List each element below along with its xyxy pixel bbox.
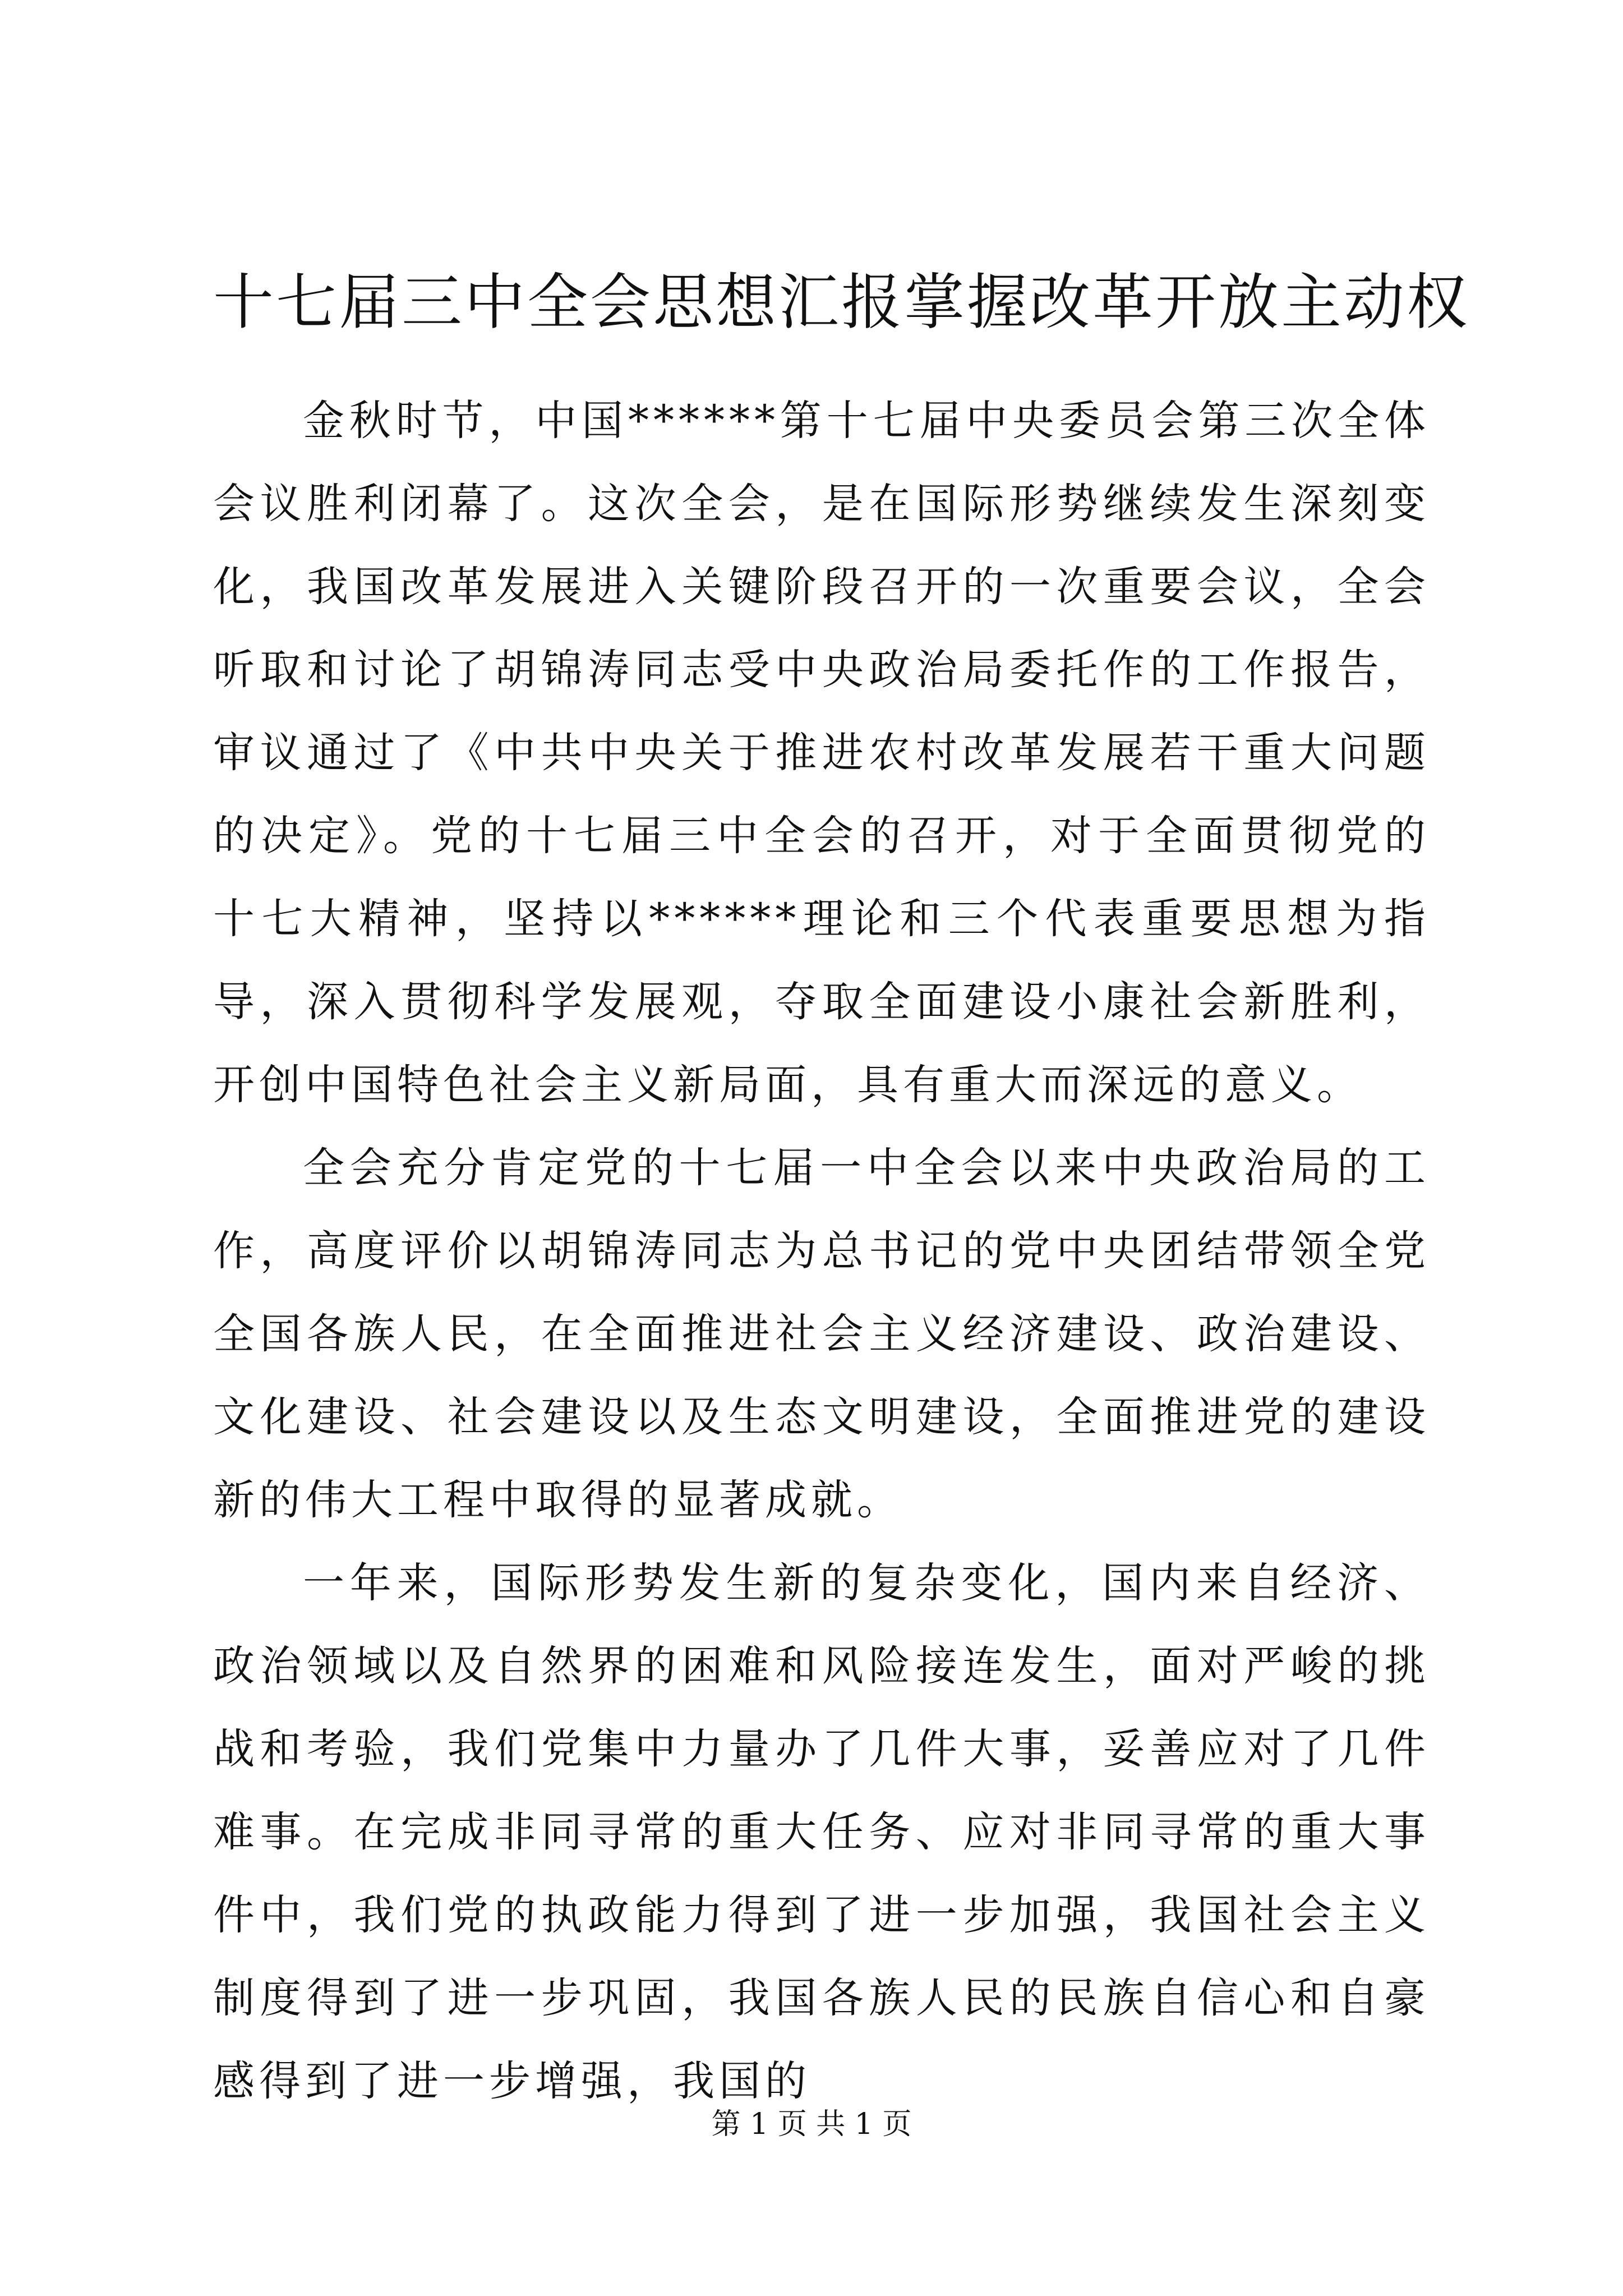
paragraph-1: 金秋时节，中国******第十七届中央委员会第三次全体会议胜利闭幕了。这次全会，是在国际形势继续发生深刻变化，我国改革发展进入关键阶段召开的一次重要会议，全会听取和讨论了胡锦涛同志受中央政治局委托作的工作报告，审议通过了《中共中央关于推进农村改革发展若干重大问题的决定》。党的十七届三中全会的召开，对于全面贯彻党的十七大精神，坚持以******理论和三个代表重要思想为指导，深入贯彻科学发展观，夺取全面建设小康社会新胜利，开创中国特色社会主义新局面，具有重大而深远的意义。 — [213, 397, 1430, 1109]
page-footer — [0, 2105, 1623, 2144]
page-number-label: 第 1 页 共 1 页 — [711, 2108, 912, 2141]
paragraph-3: 一年来，国际形势发生新的复杂变化，国内来自经济、政治领域以及自然界的困难和风险接连发生，面对严峻的挑战和考验，我们党集中力量办了几件大事，妥善应对了几件难事。在完成非同寻常的重大任务、应对非同寻常的重大事件中，我们党的执政能力得到了进一步加强，我国社会主义制度得到了进一步巩固，我国各族人民的民族自信心和自豪感得到了进一步增强，我国的 — [213, 1559, 1430, 2105]
paragraph-2: 全会充分肯定党的十七届一中全会以来中央政治局的工作，高度评价以胡锦涛同志为总书记的党中央团结带领全党全国各族人民，在全面推进社会主义经济建设、政治建设、文化建设、社会建设以及生态文明建设，全面推进党的建设新的伟大工程中取得的显著成就。 — [213, 1144, 1430, 1524]
document-body — [213, 379, 1430, 2123]
document-title: 十七届三中全会思想汇报掌握改革开放主动权 — [213, 268, 1470, 338]
